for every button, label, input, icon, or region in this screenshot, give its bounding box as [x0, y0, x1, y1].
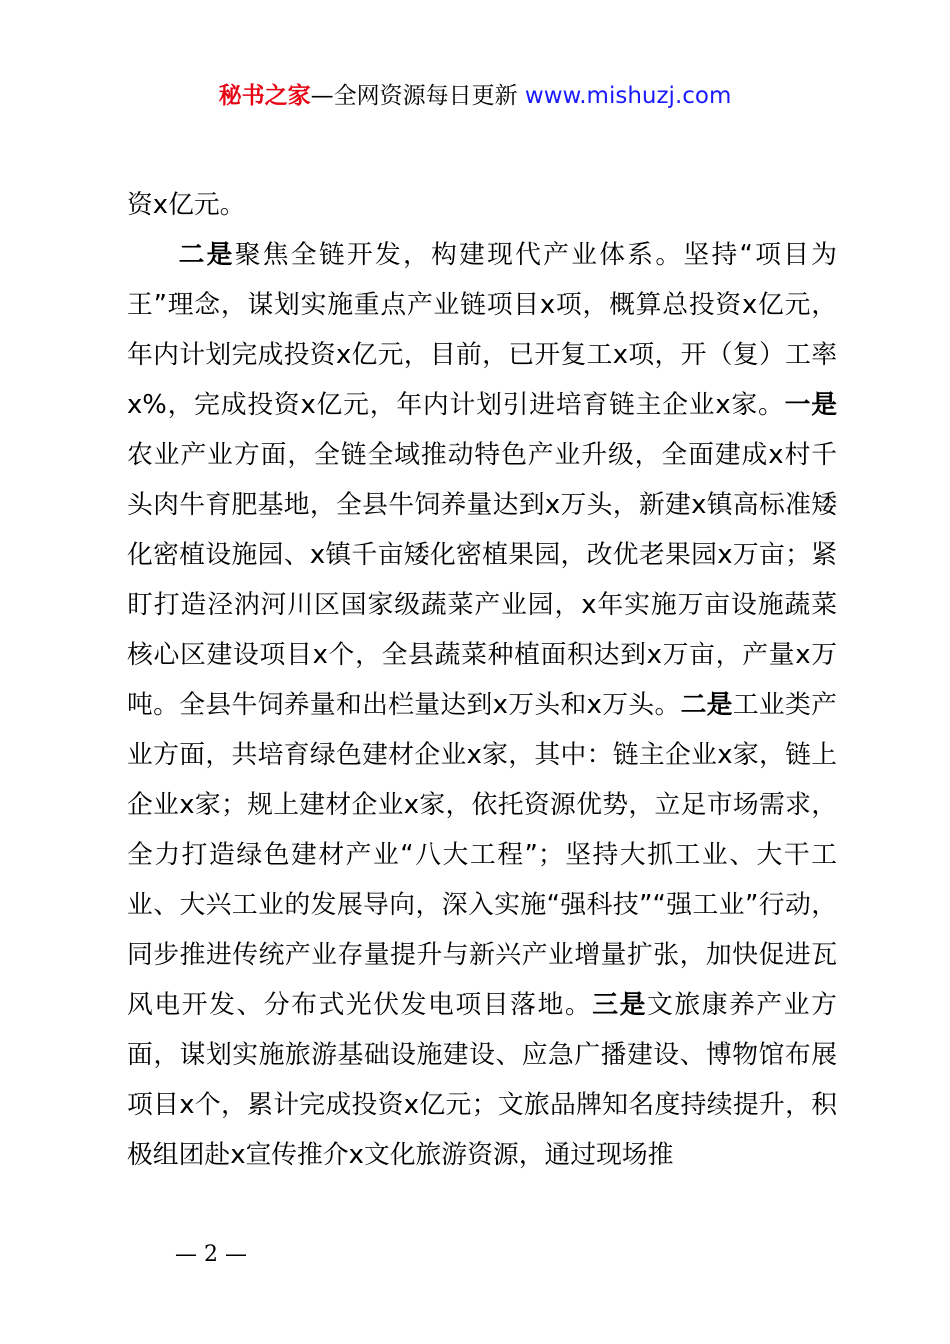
brand-name: 秘书之家 [218, 83, 311, 109]
document-body [127, 180, 837, 1180]
paragraph-industry-chain [127, 230, 837, 1180]
paragraph-lead: 三是 [592, 990, 647, 1020]
paragraph-text: 工业类产业方面，共培育绿色建材企业x家，其中：链主企业x家，链上企业x家；规上建材企业x家，依托资源优势，立足市场需求，全力打造绿色建材产业“八大工程”；坚持大抓工业、大干工业、大兴工业的发展导向，深入实施“强科技”“强工业”行动，同步推进传统产业存量提升与新兴产业增量扩张，加快促进瓦风电开发、分布式光伏发电项目落地。 [127, 690, 837, 1020]
site-header [0, 80, 950, 112]
paragraph-text: 农业产业方面，全链全域推动特色产业升级，全面建成x村千头肉牛育肥基地，全县牛饲养量达到x万头，新建x镇高标准矮化密植设施园、x镇千亩矮化密植果园，改优老果园x万亩；紧盯打造泾汭河川区国家级蔬菜产业园，x年实施万亩设施蔬菜核心区建设项目x个，全县蔬菜种植面积达到x万亩，产量x万吨。全县牛饲养量和出栏量达到x万头和x万头。 [127, 440, 837, 720]
paragraph-text: 聚焦全链开发，构建现代产业体系。坚持“项目为王”理念，谋划实施重点产业链项目x项，概算总投资x亿元，年内计划完成投资x亿元，目前，已开复工x项，开（复）工率x%，完成投资x亿元，年内计划引进培育链主企业x家。 [127, 240, 837, 420]
paragraph-lead: 二是 [680, 690, 733, 720]
paragraph-text: 文旅康养产业方面，谋划实施旅游基础设施建设、应急广播建设、博物馆布展项目x个，累计完成投资x亿元；文旅品牌知名度持续提升，积极组团赴x宣传推介x文化旅游资源，通过现场推 [127, 990, 837, 1170]
paragraph-lead: 二是 [178, 240, 235, 270]
header-slogan: —全网资源每日更新 [310, 83, 525, 109]
paragraph-lead: 一是 [784, 390, 837, 420]
paragraph-continued: 资x亿元。 [127, 190, 246, 220]
page-number: — 2 — [175, 1242, 247, 1267]
site-url-link[interactable]: www.mishuzj.com [524, 83, 732, 109]
